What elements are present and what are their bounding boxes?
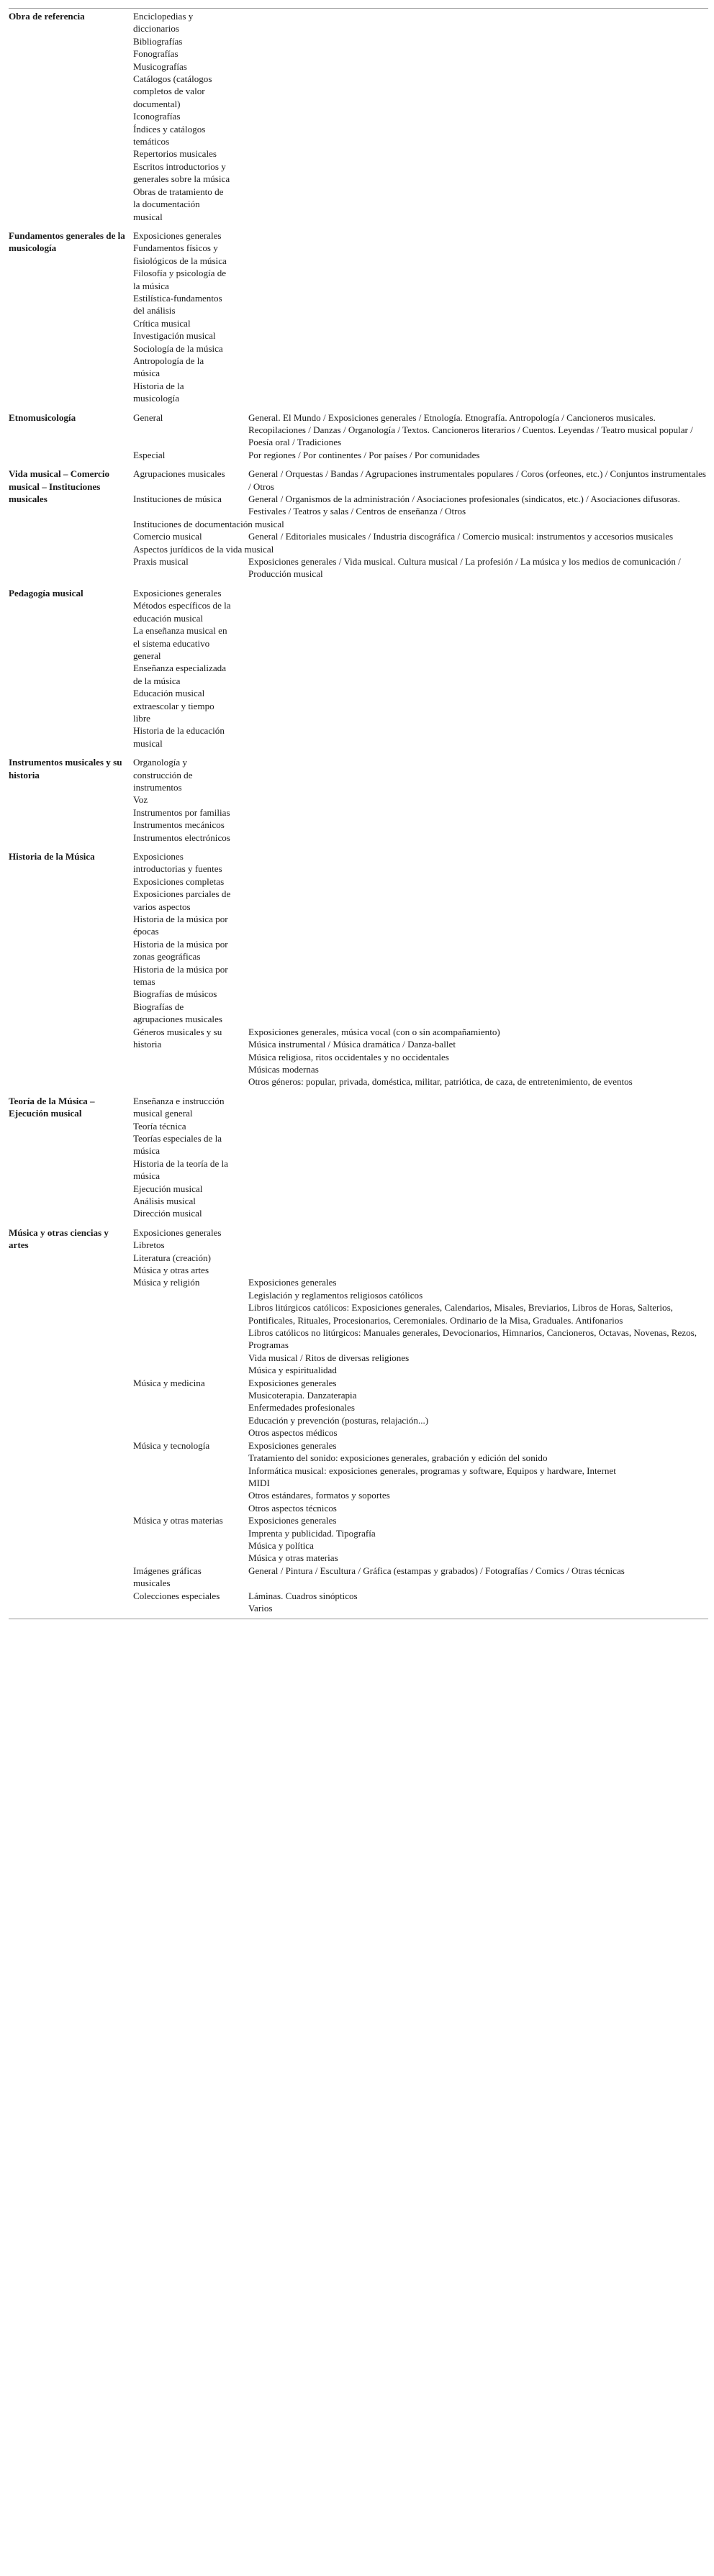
detail-line: Otros aspectos médicos [248, 1427, 338, 1439]
detail-cell [241, 1239, 708, 1251]
classification-body [9, 10, 708, 1614]
subsection-label: Instrumentos por familias [133, 806, 230, 818]
detail-line: Libros litúrgicos católicos: Exposiciones generales, Calendarios, Misales, Breviarios, Libros de Horas, Salterios, Pontificales, Rituales, Procesionarios, Ceremoniales. Ordinario de la Misa, Graduales. Antifonarios [248, 1302, 673, 1326]
subsection-label: Investigación musical [133, 330, 216, 342]
subsection-label: Historia de la musicología [133, 380, 184, 404]
subsection-label: Catálogos (catálogos completos de valor documental) [133, 73, 212, 109]
subsection-label: Música y otras artes [133, 1265, 209, 1275]
table-row [9, 1220, 708, 1239]
detail-line: General / Orquestas / Bandas / Agrupaciones instrumentales populares / Coros (orfeones, etc.) / Conjuntos instrumentales / Otros [248, 468, 706, 492]
subsection-label: Biografías de agrupaciones musicales [133, 1001, 222, 1025]
detail-cell [241, 461, 708, 493]
subsection-label: Bibliografías [133, 35, 183, 47]
subsection-label: Exposiciones introductorias y fuentes [133, 851, 222, 875]
table-row [9, 223, 708, 242]
detail-line: Exposiciones generales [248, 1377, 337, 1388]
detail-cell [241, 1001, 708, 1026]
detail-cell [241, 317, 708, 329]
detail-cell [241, 355, 708, 380]
detail-cell [241, 988, 708, 1000]
subsection-label: Exposiciones completas [133, 875, 225, 887]
detail-cell [241, 60, 708, 73]
detail-cell [241, 844, 708, 875]
subsection-label: Antropología de la música [133, 355, 204, 379]
section-title: Vida musical – Comercio musical – Instituciones musicales [9, 468, 110, 505]
subsection-label: Instrumentos mecánicos [133, 819, 225, 831]
detail-cell [241, 10, 708, 35]
subsection-label: Música y tecnología [133, 1439, 210, 1451]
detail-line: Otros géneros: popular, privada, doméstica, militar, patriótica, de caza, de entretenimiento, de eventos [248, 1076, 633, 1088]
detail-line: Varios [248, 1602, 273, 1614]
subsection-label: Teorías especiales de la música [133, 1132, 222, 1157]
detail-line: Exposiciones generales, música vocal (con o sin acompañamiento) [248, 1026, 500, 1037]
section-title: Historia de la Música [9, 851, 95, 862]
detail-line: Educación y prevención (posturas, relajación...) [248, 1414, 429, 1426]
subsection-label: La enseñanza musical en el sistema educativo general [133, 625, 227, 661]
detail-cell [241, 1026, 708, 1088]
subsection-label: Voz [133, 794, 148, 806]
subsection-label: Repertorios musicales [133, 148, 217, 160]
section-title: Fundamentos generales de la musicología [9, 229, 125, 254]
subsection-label: Instrumentos electrónicos [133, 832, 230, 843]
detail-cell [241, 35, 708, 47]
classification-table [9, 10, 708, 1614]
subsection-label: Análisis musical [133, 1195, 196, 1206]
detail-cell [241, 793, 708, 806]
detail-cell [241, 1377, 708, 1439]
detail-line: Musicoterapia. Danzaterapia [248, 1390, 357, 1401]
detail-cell [241, 223, 708, 242]
detail-line: Músicas modernas [248, 1063, 319, 1075]
detail-cell [241, 599, 708, 624]
detail-cell [241, 342, 708, 355]
subsection-label: Géneros musicales y su historia [133, 1026, 222, 1050]
detail-cell [241, 493, 708, 518]
subsection-label: Comercio musical [133, 531, 202, 542]
detail-cell [241, 832, 708, 844]
classification-document [9, 0, 708, 1619]
detail-line: Por regiones / Por continentes / Por países / Por comunidades [248, 449, 480, 460]
subsection-label: Historia de la educación musical [133, 725, 225, 749]
detail-cell [241, 875, 708, 888]
subsection-label: Especial [133, 449, 166, 460]
table-row [9, 750, 708, 793]
top-rule [9, 8, 708, 9]
detail-line: Tratamiento del sonido: exposiciones generales, grabación y edición del sonido [248, 1452, 548, 1464]
detail-cell [241, 186, 708, 223]
table-row [9, 405, 708, 449]
subsection-label: Historia de la música por zonas geográficas [133, 938, 228, 962]
detail-cell [241, 110, 708, 122]
table-row [9, 1088, 708, 1120]
detail-cell [241, 1207, 708, 1219]
subsection-label: Música y medicina [133, 1377, 205, 1388]
detail-cell [241, 329, 708, 342]
detail-line: Otros aspectos técnicos [248, 1502, 337, 1514]
subsection-label: General [133, 411, 163, 423]
detail-cell [241, 1183, 708, 1195]
detail-line: Informática musical: exposiciones generales, programas y software, Equipos y hardware, Internet [248, 1465, 616, 1476]
detail-line: Exposiciones generales [248, 1277, 337, 1288]
detail-line: Música religiosa, ritos occidentales y no occidentales [248, 1051, 449, 1062]
subsection-label: Sociología de la música [133, 342, 223, 354]
detail-cell [241, 1439, 708, 1514]
detail-cell [241, 913, 708, 938]
subsection-label: Métodos específicos de la educación musical [133, 600, 231, 624]
detail-line: Legislación y reglamentos religiosos católicos [248, 1289, 423, 1301]
section-title: Música y otras ciencias y artes [9, 1226, 109, 1251]
subsection-label: Crítica musical [133, 317, 191, 329]
detail-line: Vida musical / Ritos de diversas religiones [248, 1352, 410, 1363]
detail-line: Música y política [248, 1539, 314, 1551]
detail-cell [241, 555, 708, 581]
table-row [9, 844, 708, 875]
detail-cell [241, 405, 708, 449]
detail-cell [241, 530, 708, 542]
detail-cell [241, 819, 708, 831]
detail-line: Música instrumental / Música dramática / Danza-ballet [248, 1039, 456, 1050]
subsection-label: Exposiciones parciales de varios aspectos [133, 888, 231, 912]
section-title: Pedagogía musical [9, 587, 83, 599]
detail-cell [241, 380, 708, 405]
detail-cell [241, 147, 708, 160]
detail-cell [241, 888, 708, 913]
detail-cell [241, 1565, 708, 1590]
detail-line: Láminas. Cuadros sinópticos [248, 1590, 358, 1601]
detail-cell [241, 1120, 708, 1132]
detail-line: Música y otras materias [248, 1552, 338, 1564]
subsection-label: Exposiciones generales [133, 229, 222, 241]
detail-cell [241, 1132, 708, 1157]
subsection-label: Fonografías [133, 48, 178, 60]
detail-cell [241, 581, 708, 599]
detail-cell [241, 1590, 708, 1615]
detail-cell [241, 1252, 708, 1264]
subsection-label: Dirección musical [133, 1208, 202, 1219]
detail-cell [241, 1220, 708, 1239]
detail-cell [241, 73, 708, 110]
detail-line: Exposiciones generales [248, 1439, 337, 1451]
detail-cell [241, 160, 708, 186]
subsection-label: Historia de la música por temas [133, 963, 228, 988]
subsection-label: Música y otras materias [133, 1515, 223, 1526]
subsection-label: Imágenes gráficas musicales [133, 1565, 202, 1589]
detail-line: Enfermedades profesionales [248, 1402, 355, 1414]
subsection-label: Historia de la teoría de la música [133, 1157, 228, 1182]
subsection-label: Enseñanza especializada de la música [133, 663, 227, 686]
detail-line: General / Pintura / Escultura / Gráfica (estampas y grabados) / Fotografías / Comics / Otras técnicas [248, 1565, 625, 1576]
subsection-label: Índices y catálogos temáticos [133, 123, 206, 147]
detail-cell [241, 1157, 708, 1183]
detail-cell [241, 662, 708, 687]
detail-line: Otros estándares, formatos y soportes [248, 1490, 390, 1501]
subsection-label: Instituciones de documentación musical [133, 518, 284, 529]
subsection-label: Enseñanza e instrucción musical general [133, 1095, 225, 1119]
detail-cell [241, 938, 708, 963]
subsection-label: Historia de la música por épocas [133, 914, 228, 937]
subsection-label: Obras de tratamiento de la documentación musical [133, 186, 224, 222]
subsection-label: Exposiciones generales [133, 1226, 222, 1238]
section-title: Instrumentos musicales y su historia [9, 757, 122, 780]
subsection-label: Biografías de músicos [133, 988, 217, 1000]
detail-cell [241, 47, 708, 60]
detail-cell [241, 750, 708, 793]
detail-cell [241, 1195, 708, 1207]
detail-line: Exposiciones generales / Vida musical. Cultura musical / La profesión / La música y los medios de comunicación / Producción musical [248, 556, 681, 580]
detail-cell [241, 806, 708, 819]
subsection-label: Instituciones de música [133, 493, 222, 505]
subsection-label: Exposiciones generales [133, 587, 222, 599]
detail-cell [241, 687, 708, 724]
detail-cell [241, 1276, 708, 1376]
subsection-label: Música y religión [133, 1277, 200, 1288]
detail-cell [241, 242, 708, 267]
subsection-label: Fundamentos físicos y fisiológicos de la música [133, 242, 227, 266]
detail-line: General / Organismos de la administración / Asociaciones profesionales (sindicatos, etc.) / Asociaciones difusoras. Festivales / Teatros y salas / Centros de enseñanza / Otros [248, 493, 680, 517]
table-row [9, 581, 708, 599]
subsection-label: Educación musical extraescolar y tiempo libre [133, 688, 214, 724]
detail-cell [241, 724, 708, 750]
detail-cell [241, 449, 708, 461]
subsection-label: Teoría técnica [133, 1120, 186, 1132]
subsection-label: Enciclopedias y diccionarios [133, 11, 194, 35]
detail-line: Música y espiritualidad [248, 1365, 337, 1376]
detail-cell [241, 123, 708, 148]
subsection-label: Iconografías [133, 111, 181, 122]
detail-line: Libros católicos no litúrgicos: Manuales generales, Devocionarios, Himnarios, Cancioneros, Octavas, Novenas, Rezos, Programas [248, 1327, 697, 1351]
subsection-label: Literatura (creación) [133, 1252, 211, 1263]
detail-line: Exposiciones generales [248, 1515, 337, 1526]
subsection-label: Filosofía y psicología de la música [133, 268, 227, 291]
section-title: Teoría de la Música – Ejecución musical [9, 1095, 95, 1119]
detail-line: General. El Mundo / Exposiciones generales / Etnología. Etnografía. Antropología / Cancioneros musicales. Recopilaciones / Danzas / Organología / Textos. Cancioneros literarios / Cuentos. Leyendas / Teatro musical popular / Poesía oral / Tradiciones [248, 411, 693, 448]
subsection-label: Aspectos jurídicos de la vida musical [133, 543, 274, 555]
subsection-label: Ejecución musical [133, 1183, 203, 1194]
detail-cell [241, 1088, 708, 1120]
detail-line: General / Editoriales musicales / Industria discográfica / Comercio musical: instrumentos y accesorios musicales [248, 531, 674, 542]
detail-cell [241, 963, 708, 988]
section-title: Etnomusicología [9, 411, 76, 423]
subsection-label: Estilística-fundamentos del análisis [133, 292, 222, 317]
subsection-label: Colecciones especiales [133, 1590, 220, 1601]
subsection-label: Agrupaciones musicales [133, 468, 225, 480]
subsection-label: Libretos [133, 1239, 165, 1251]
subsection-label: Praxis musical [133, 556, 189, 568]
section-title: Obra de referencia [9, 11, 85, 22]
detail-cell [241, 267, 708, 292]
table-row [9, 10, 708, 35]
detail-line: MIDI [248, 1477, 270, 1488]
detail-line: Imprenta y publicidad. Tipografía [248, 1527, 376, 1539]
table-row [9, 461, 708, 493]
subsection-label: Organología y construcción de instrumentos [133, 757, 193, 793]
detail-cell [241, 1514, 708, 1565]
subsection-label: Musicografías [133, 60, 187, 72]
subsection-label: Escritos introductorios y generales sobre la música [133, 160, 230, 185]
detail-cell [241, 624, 708, 662]
detail-cell [241, 1264, 708, 1276]
detail-cell [241, 292, 708, 317]
